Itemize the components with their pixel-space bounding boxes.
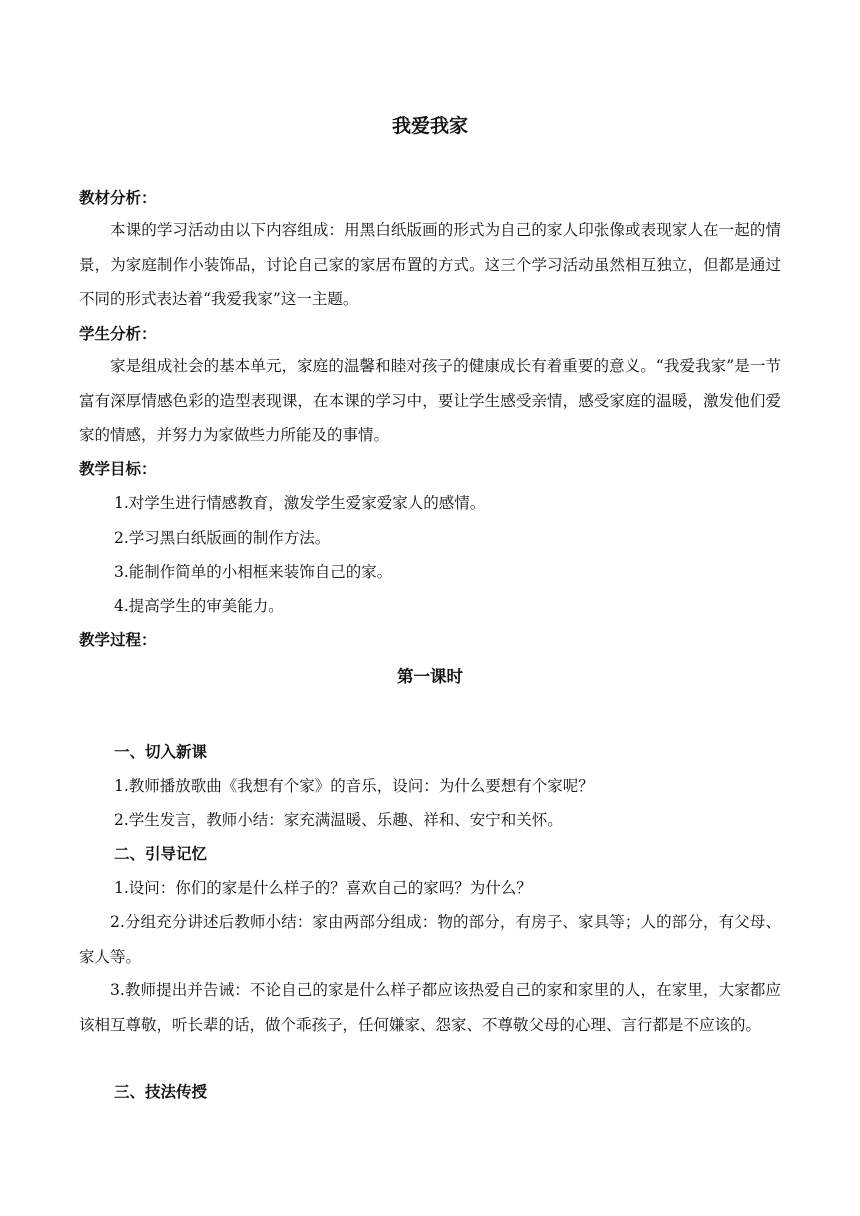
part1-heading: 一、切入新课 [114, 743, 208, 761]
teaching-process-heading: 教学过程： [79, 631, 157, 649]
material-analysis-heading: 教材分析： [79, 189, 157, 207]
goal-item: 1.对学生进行情感教育，激发学生爱家爱家人的感情。 [114, 494, 486, 512]
part2-item: 3.教师提出并告诫：不论自己的家是什么样子都应该热爱自己的家和家里的人，在家里，大家都应该相互尊敬，听长辈的话，做个乖孩子，任何嫌家、怨家、不尊敬父母的心理、言行都是不应该的。 [79, 981, 781, 1034]
document-title: 我爱我家 [391, 115, 468, 137]
part1-item: 2.学生发言，教师小结：家充满温暖、乐趣、祥和、安宁和关怀。 [114, 811, 563, 829]
part2-item: 1.设问：你们的家是什么样子的？喜欢自己的家吗？为什么？ [114, 879, 532, 897]
goal-item: 2.学习黑白纸版画的制作方法。 [114, 529, 331, 547]
lesson-heading: 第一课时 [397, 667, 463, 686]
teaching-goals-heading: 教学目标： [79, 460, 157, 478]
goal-item: 3.能制作简单的小相框来装饰自己的家。 [114, 563, 393, 581]
part1-item: 1.教师播放歌曲《我想有个家》的音乐，设问：为什么要想有个家呢？ [114, 777, 594, 795]
part2-heading: 二、引导记忆 [114, 845, 208, 863]
part2-item: 2.分组充分讲述后教师小结：家由两部分组成：物的部分，有房子、家具等；人的部分，有父母、家人等。 [79, 913, 781, 966]
part3-heading: 三、技法传授 [114, 1083, 208, 1101]
student-analysis-text: 家是组成社会的基本单元，家庭的温馨和睦对孩子的健康成长有着重要的意义。“我爱我家”是一节富有深厚情感色彩的造型表现课，在本课的学习中，要让学生感受亲情，感受家庭的温暖，激发他们爱家的情感，并努力为家做些力所能及的事情。 [79, 357, 781, 444]
student-analysis-heading: 学生分析： [79, 325, 157, 343]
goal-item: 4.提高学生的审美能力。 [114, 597, 284, 615]
material-analysis-text: 本课的学习活动由以下内容组成：用黑白纸版画的形式为自己的家人印张像或表现家人在一起的情景，为家庭制作小装饰品，讨论自己家的家居布置的方式。这三个学习活动虽然相互独立，但都是通过不同的形式表达着“我爱我家”这一主题。 [79, 221, 781, 308]
